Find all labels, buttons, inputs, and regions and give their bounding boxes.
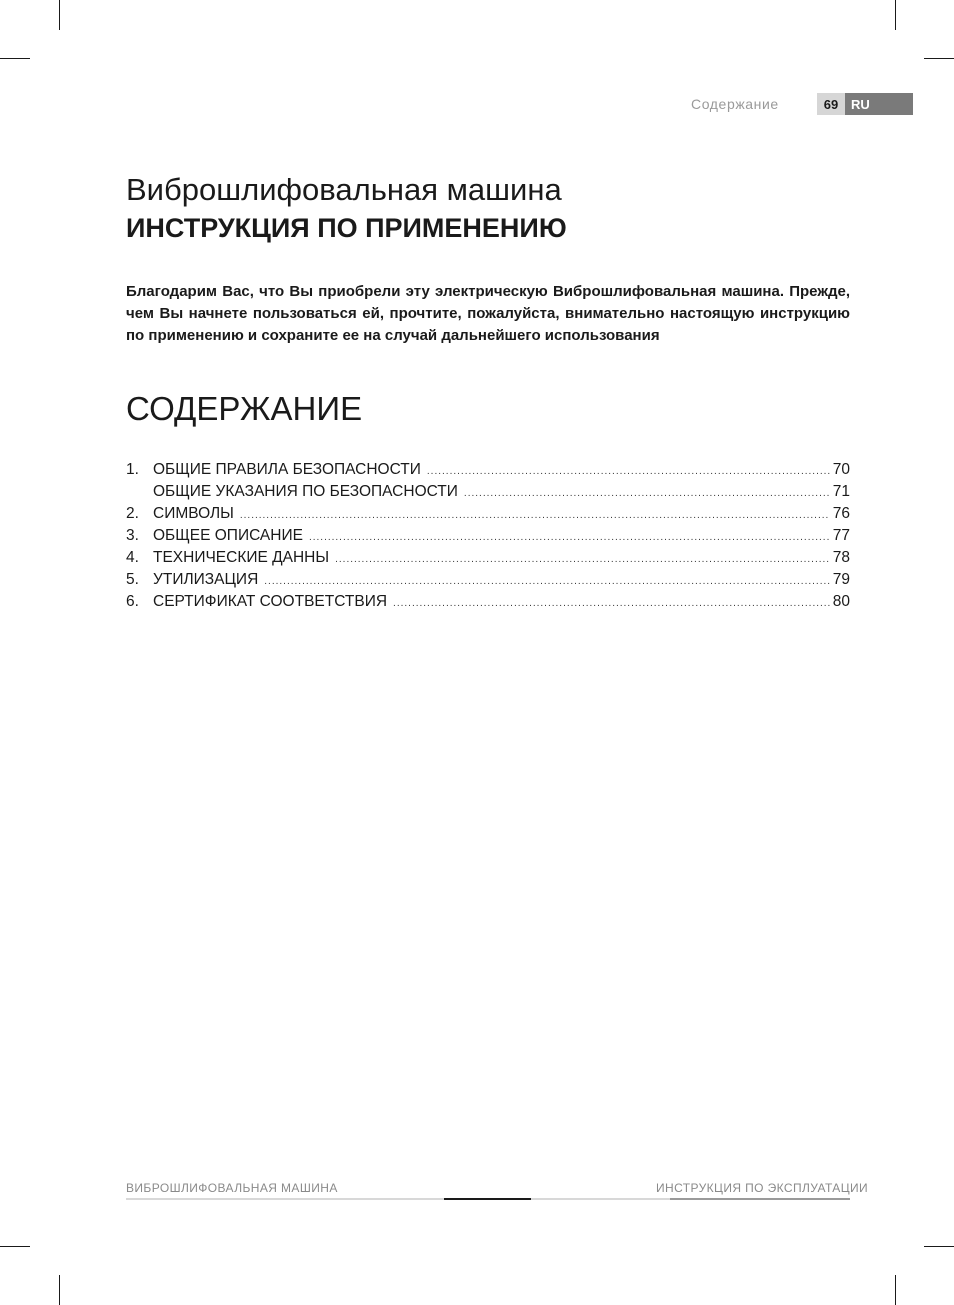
intro-paragraph: Благодарим Вас, что Вы приобрели эту электрическую Виброшлифовальная машина. Прежде, чем Вы начнете пользоваться ей, прочтите, пожалуйста, внимательно настоящую инструкцию по применению и сохраните ее на случай дальнейшего использования — [126, 283, 850, 344]
toc-item[interactable] — [126, 527, 850, 549]
toc-leader-dots — [335, 554, 830, 565]
header-section-title: Содержание — [691, 96, 779, 112]
footer-rule — [126, 1198, 850, 1200]
page-number: 69 — [817, 93, 845, 115]
toc-item-title: ОБЩИЕ ПРАВИЛА БЕЗОПАСНОСТИ — [153, 461, 421, 478]
document-title: Виброшлифовальная машина — [126, 172, 562, 207]
footer-rule-segment — [670, 1198, 850, 1200]
toc-item-number: 1. — [126, 461, 139, 478]
toc-item-number: 6. — [126, 593, 139, 610]
crop-mark — [924, 58, 954, 59]
crop-mark — [59, 0, 60, 30]
toc-item[interactable] — [126, 483, 850, 505]
toc-leader-dots — [264, 576, 829, 587]
footer-rule-accent — [444, 1198, 531, 1200]
toc-item-title: СЕРТИФИКАТ СООТВЕТСТВИЯ — [153, 593, 388, 610]
toc-item-title: ОБЩЕЕ ОПИСАНИЕ — [153, 527, 303, 544]
toc-item-number: 4. — [126, 549, 139, 566]
toc-item-page: 71 — [832, 483, 850, 500]
crop-mark — [0, 58, 30, 59]
crop-mark — [924, 1246, 954, 1247]
toc-item-page: 70 — [832, 461, 850, 478]
footer-document-type: ИНСТРУКЦИЯ ПО ЭКСПЛУАТАЦИИ — [656, 1181, 869, 1195]
footer-product-name: ВИБРОШЛИФОВАЛЬНАЯ МАШИНА — [126, 1181, 338, 1195]
toc-item-page: 79 — [832, 571, 850, 588]
toc-item-title: ТЕХНИЧЕСКИЕ ДАННЫ — [153, 549, 330, 566]
table-of-contents — [126, 461, 850, 615]
toc-item[interactable] — [126, 571, 850, 593]
toc-leader-dots — [309, 532, 830, 543]
toc-heading: СОДЕРЖАНИЕ — [126, 390, 363, 427]
toc-item-number: 2. — [126, 505, 139, 522]
toc-item-page: 80 — [832, 593, 850, 610]
crop-mark — [895, 0, 896, 30]
toc-item[interactable] — [126, 461, 850, 483]
page-indicator — [817, 93, 913, 115]
crop-mark — [59, 1275, 60, 1305]
toc-item[interactable] — [126, 549, 850, 571]
toc-item-page: 76 — [832, 505, 850, 522]
toc-item-page: 78 — [832, 549, 850, 566]
toc-item[interactable] — [126, 505, 850, 527]
toc-leader-dots — [393, 598, 830, 609]
toc-item-title: СИМВОЛЫ — [153, 505, 234, 522]
toc-item-title: ОБЩИЕ УКАЗАНИЯ ПО БЕЗОПАСНОСТИ — [153, 483, 458, 500]
crop-mark — [895, 1275, 896, 1305]
toc-leader-dots — [240, 510, 830, 521]
toc-item-title: УТИЛИЗАЦИЯ — [153, 571, 259, 588]
toc-leader-dots — [464, 488, 830, 499]
toc-item-number: 3. — [126, 527, 139, 544]
language-badge: RU — [845, 93, 913, 115]
toc-item[interactable] — [126, 593, 850, 615]
toc-item-number: 5. — [126, 571, 139, 588]
crop-mark — [0, 1246, 30, 1247]
toc-leader-dots — [427, 466, 830, 477]
toc-item-page: 77 — [832, 527, 850, 544]
document-subtitle: ИНСТРУКЦИЯ ПО ПРИМЕНЕНИЮ — [126, 213, 567, 243]
